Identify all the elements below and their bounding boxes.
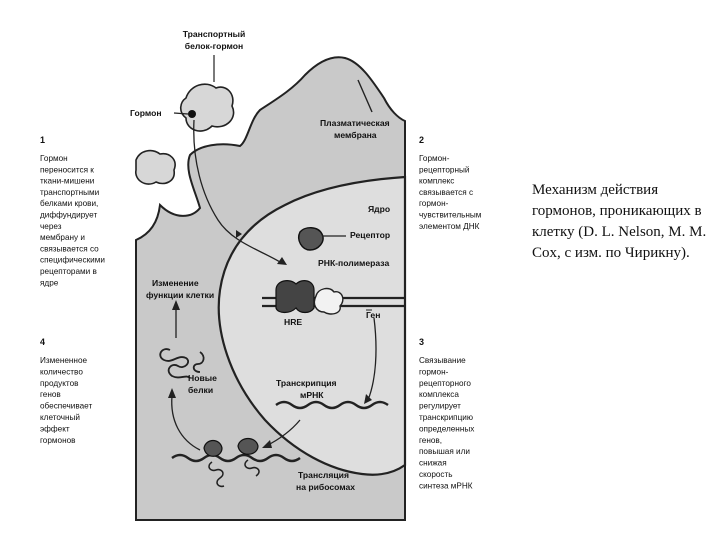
rna-polymerase-shape bbox=[314, 289, 342, 314]
step-4-line: клеточный bbox=[40, 413, 81, 422]
new-proteins-label-1: Новые bbox=[188, 373, 217, 383]
step-1-line: Гормон bbox=[40, 154, 68, 163]
step-1-line: мембрану и bbox=[40, 233, 85, 243]
translation-label-1: Трансляция bbox=[298, 470, 349, 480]
step-2-line: Гормон- bbox=[419, 154, 450, 163]
cell-function-label-2: функции клетки bbox=[146, 290, 215, 300]
step-1-line: транспортными bbox=[40, 187, 100, 197]
step-3-line: регулирует bbox=[419, 401, 461, 411]
hre-label: HRE bbox=[284, 317, 303, 327]
step-3-line: комплекса bbox=[419, 390, 459, 400]
step-3-line: транскрипцию bbox=[419, 413, 474, 422]
step-4-line: обеспечивает bbox=[40, 401, 93, 411]
step-1-line: ткани-мишени bbox=[40, 176, 95, 186]
step-3-line: рецепторного bbox=[419, 378, 471, 388]
step-2-line: гормон- bbox=[419, 199, 449, 209]
receptor-shape bbox=[299, 228, 323, 250]
step-1-line: связывается со bbox=[40, 244, 99, 254]
step-1-line: рецепторами в bbox=[40, 267, 97, 276]
step-2-line: комплекс bbox=[419, 176, 455, 186]
step-1-description bbox=[40, 135, 105, 287]
step-3-number: 3 bbox=[419, 337, 425, 347]
transcription-label-2: мРНК bbox=[300, 390, 324, 400]
step-1-line: ядре bbox=[40, 278, 59, 288]
step-2-line: связывается с bbox=[419, 187, 474, 197]
hormone-dot bbox=[188, 110, 196, 118]
step-1-number: 1 bbox=[40, 135, 46, 145]
step-4-line: эффект bbox=[40, 424, 70, 434]
step-1-line: через bbox=[40, 221, 62, 231]
step-2-number: 2 bbox=[419, 135, 425, 145]
cell-function-label-1: Изменение bbox=[152, 278, 199, 288]
translation-label-2: на рибосомах bbox=[296, 482, 356, 492]
transport-protein-label-2: белок-гормон bbox=[184, 41, 244, 51]
step-4-line: Измененное bbox=[40, 356, 88, 365]
step-3-line: синтеза мРНК bbox=[419, 481, 473, 491]
plasma-membrane-label-1: Плазматическая bbox=[320, 118, 390, 128]
step-2-line: рецепторный bbox=[419, 165, 470, 175]
hormone-label: Гормон bbox=[130, 108, 162, 118]
transcription-label-1: Транскрипция bbox=[276, 378, 337, 388]
plasma-membrane-label-2: мембрана bbox=[334, 130, 377, 140]
step-1-line: переносится к bbox=[40, 165, 94, 175]
step-1-line: белками крови, bbox=[40, 199, 99, 209]
step-3-line: Связывание bbox=[419, 356, 466, 365]
step-3-line: повышая или bbox=[419, 447, 470, 457]
rna-polymerase-label: РНК-полимераза bbox=[318, 258, 390, 268]
step-4-line: гормонов bbox=[40, 435, 76, 445]
receptor-label: Рецептор bbox=[350, 230, 391, 240]
step-4-line: количество bbox=[40, 367, 83, 377]
new-proteins-label-2: белки bbox=[188, 385, 214, 395]
step-3-description bbox=[419, 337, 474, 490]
step-4-line: генов bbox=[40, 390, 61, 400]
gene-label: Ген bbox=[366, 310, 381, 320]
nucleus-label: Ядро bbox=[368, 204, 391, 214]
transport-protein-label-1: Транспортный bbox=[182, 29, 246, 39]
step-3-line: генов, bbox=[419, 435, 443, 445]
step-3-line: снижая bbox=[419, 458, 447, 468]
step-4-number: 4 bbox=[40, 337, 46, 347]
step-1-line: диффундирует bbox=[40, 210, 98, 220]
transport-protein-shape bbox=[181, 84, 234, 131]
step-1-line: специфическими bbox=[40, 255, 105, 265]
step-4-description bbox=[40, 337, 92, 445]
step-3-line: скорость bbox=[419, 470, 453, 479]
step-2-description bbox=[419, 135, 482, 231]
figure-caption: Механизм действия гормонов, проникающих в клетку (D. L. Nelson, M. M. Cox, с изм. по Чирикну). bbox=[532, 182, 707, 261]
step-2-line: элементом ДНК bbox=[419, 221, 480, 231]
step-3-line: определенных bbox=[419, 424, 475, 434]
free-transport-protein-shape bbox=[136, 151, 175, 184]
step-4-line: продуктов bbox=[40, 378, 79, 388]
hre-complex bbox=[276, 281, 314, 313]
step-3-line: гормон- bbox=[419, 367, 449, 377]
ribosome-1 bbox=[204, 441, 222, 457]
step-2-line: чувствительным bbox=[419, 210, 482, 220]
ribosome-2 bbox=[238, 439, 258, 455]
